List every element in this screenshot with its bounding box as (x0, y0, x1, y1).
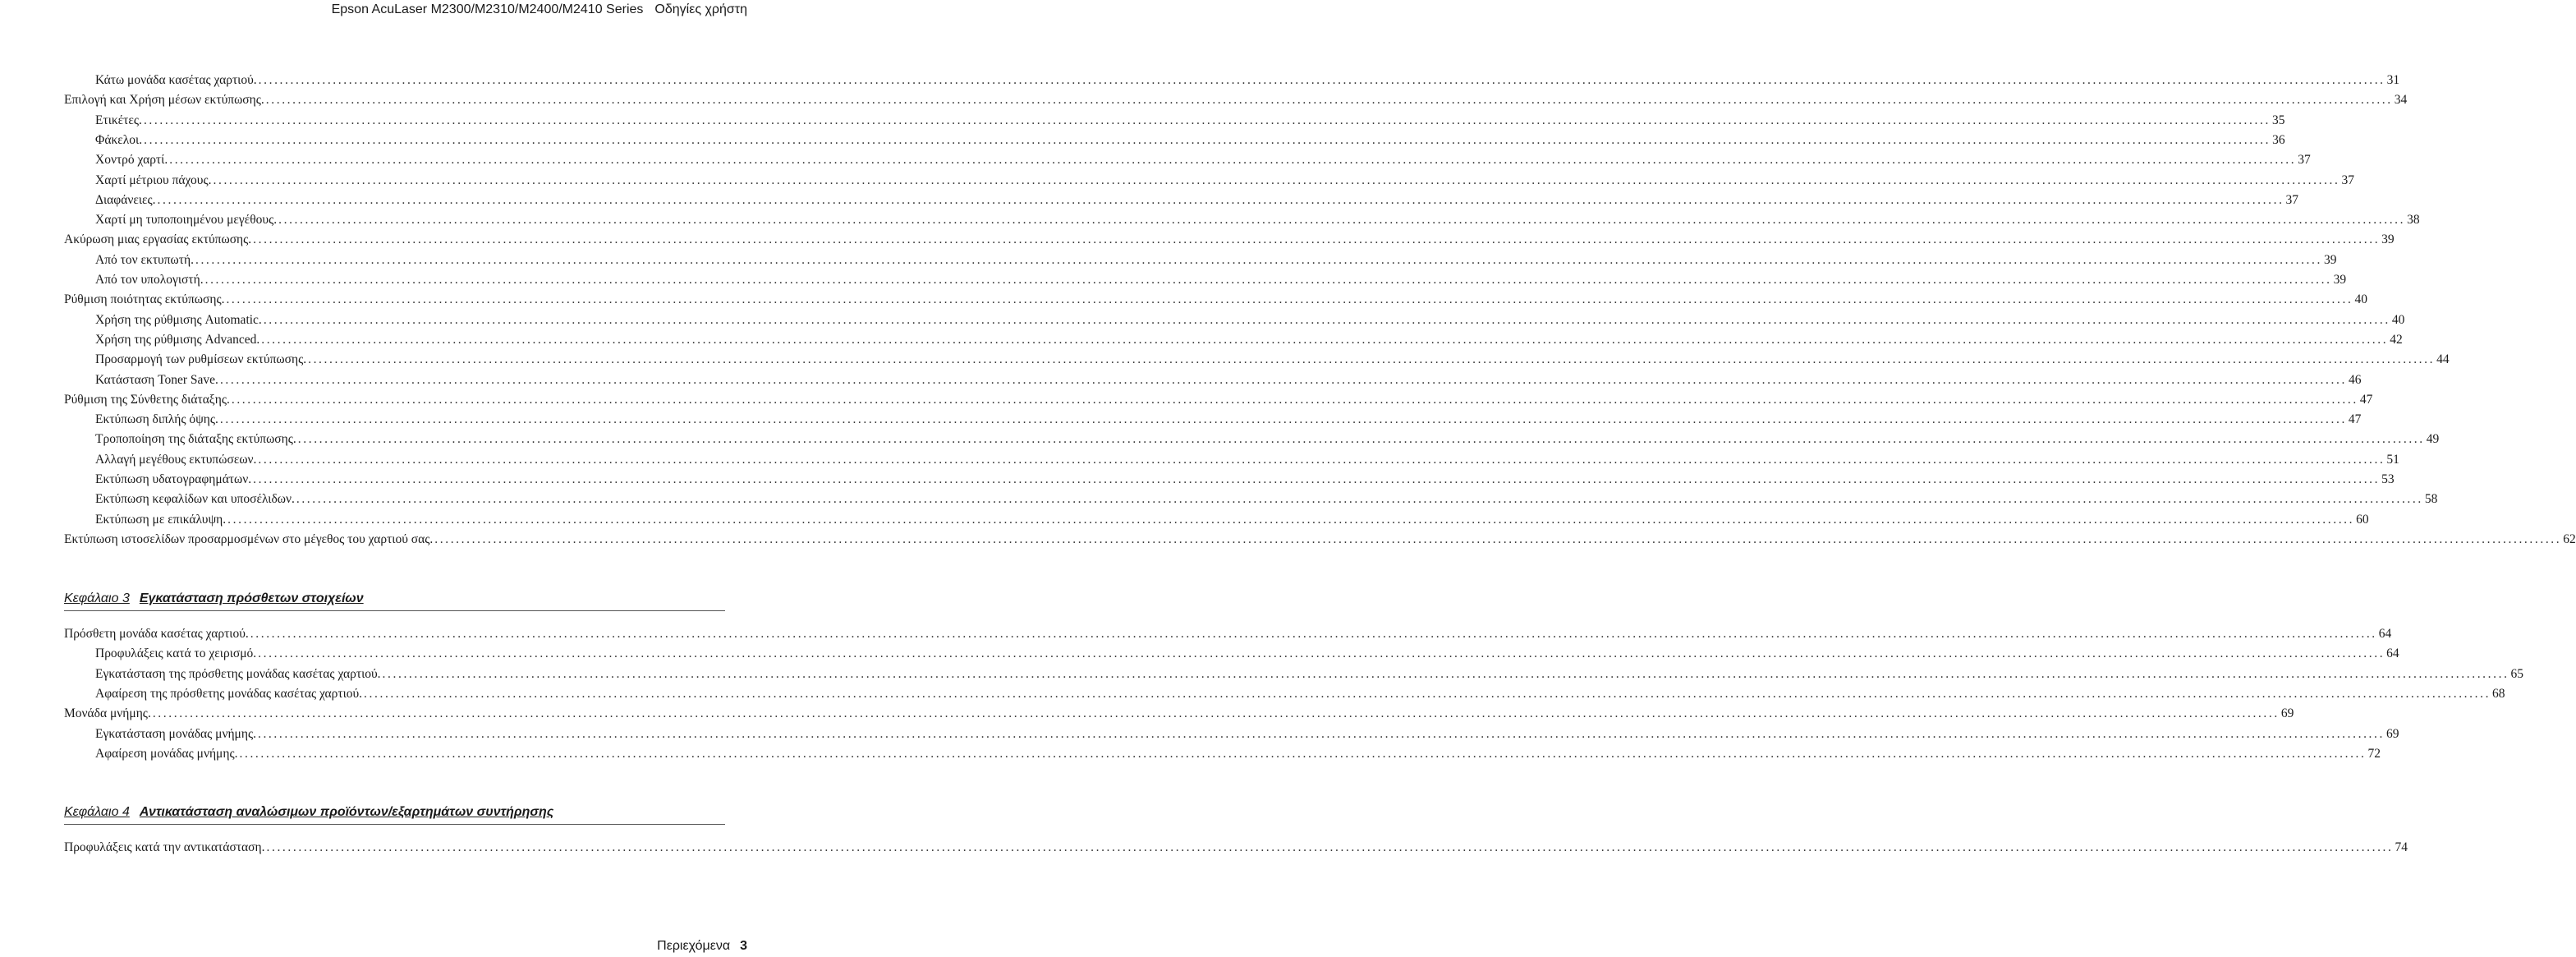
toc-entry[interactable] (64, 111, 2285, 131)
toc-entry-page: 69 (2280, 706, 2294, 721)
toc-entry-title: Εκτύπωση διπλής όψης. (95, 412, 218, 427)
toc-entry-page: 35 (2271, 113, 2285, 127)
toc-entry-page: 39 (2323, 252, 2337, 267)
toc-entry-page: 37 (2298, 153, 2311, 168)
dot-leader: ................................................................................................................................................................................................................................................................................................................................................................................................................ (204, 273, 2332, 287)
toc-entry-title: Από τον υπολογιστή. (95, 273, 204, 287)
toc-entry-title: Προφυλάξεις κατά την αντικατάσταση. (64, 840, 265, 854)
toc-entry[interactable] (64, 251, 2337, 270)
dot-leader: ................................................................................................................................................................................................................................................................................................................................................................................................................ (226, 292, 2353, 307)
product-name: Epson AcuLaser M2300/M2310/M2400/M2410 Series (331, 2, 644, 16)
guide-title: Οδηγίες χρήστη (654, 2, 747, 16)
toc-entry-title: Κάτω μονάδα κασέτας χαρτιού. (95, 73, 257, 87)
toc-entry-page: 44 (2436, 352, 2450, 367)
toc-entry-page: 64 (2386, 646, 2399, 661)
dot-leader: ................................................................................................................................................................................................................................................................................................................................................................................................................ (278, 213, 2406, 228)
footer-label: Περιεχόμενα (657, 939, 731, 953)
toc-entry[interactable] (64, 490, 2438, 509)
toc-entry[interactable] (64, 71, 2400, 90)
toc-entry-title: Αφαίρεση της πρόσθετης μονάδας κασέτας χαρτιού. (95, 686, 363, 701)
toc-entry-title: Χαρτί μέτριου πάχους. (95, 173, 212, 187)
dot-leader: ................................................................................................................................................................................................................................................................................................................................................................................................................ (239, 746, 2367, 761)
toc-entry-title: Εκτύπωση υδατογραφημάτων. (95, 472, 252, 486)
toc-entry-title: Κατάσταση Toner Save. (95, 372, 218, 387)
dot-leader: ................................................................................................................................................................................................................................................................................................................................................................................................................ (265, 93, 2393, 108)
toc-entry-title: Εκτύπωση με επικάλυψη. (95, 512, 227, 527)
toc-entry-title: Χρήση της ρύθμισης Advanced. (95, 332, 260, 347)
dot-leader: ................................................................................................................................................................................................................................................................................................................................................................................................................ (227, 512, 2355, 527)
dot-leader: ................................................................................................................................................................................................................................................................................................................................................................................................................ (258, 452, 2385, 467)
chapter-number: Κεφάλαιο 4 (64, 805, 130, 819)
toc-entry-page: 37 (2285, 192, 2299, 207)
dot-leader: ................................................................................................................................................................................................................................................................................................................................................................................................................ (364, 686, 2491, 701)
dot-leader: ................................................................................................................................................................................................................................................................................................................................................................................................................ (258, 73, 2385, 87)
toc-entry-page: 36 (2272, 132, 2285, 147)
toc-entry[interactable] (64, 470, 2395, 490)
dot-leader: ................................................................................................................................................................................................................................................................................................................................................................................................................ (169, 153, 2297, 168)
chapter-heading (64, 590, 725, 611)
toc-entry-title: Ακύρωση μιας εργασίας εκτύπωσης. (64, 232, 252, 247)
toc-entry-page: 34 (2394, 93, 2408, 108)
toc-entry[interactable] (64, 171, 2354, 191)
chapter-title: Αντικατάσταση αναλώσιμων προϊόντων/εξαρτημάτων συντήρησης (139, 805, 554, 819)
toc-entry-page: 40 (2354, 292, 2367, 307)
dot-leader: ................................................................................................................................................................................................................................................................................................................................................................................................................ (143, 113, 2271, 127)
toc-entry[interactable] (64, 210, 2420, 230)
toc-entry[interactable] (64, 725, 2399, 744)
toc-entry-page: 51 (2386, 452, 2399, 467)
toc-entry[interactable] (64, 330, 2403, 350)
toc-entry-page: 72 (2367, 746, 2381, 761)
toc-entry[interactable] (64, 370, 2362, 390)
toc-entry-page: 39 (2381, 232, 2395, 247)
page-footer (657, 936, 747, 956)
dot-leader: ................................................................................................................................................................................................................................................................................................................................................................................................................ (434, 531, 2562, 546)
dot-leader: ................................................................................................................................................................................................................................................................................................................................................................................................................ (250, 627, 2377, 641)
dot-leader: ................................................................................................................................................................................................................................................................................................................................................................................................................ (231, 392, 2358, 407)
toc-entry-title: Τροποποίηση της διάταξης εκτύπωσης. (95, 432, 296, 447)
toc-entry[interactable] (64, 230, 2395, 250)
toc-entry[interactable] (64, 150, 2311, 170)
dot-leader: ................................................................................................................................................................................................................................................................................................................................................................................................................ (266, 840, 2394, 854)
toc-entry-page: 40 (2391, 312, 2405, 327)
toc-entry[interactable] (64, 838, 2408, 858)
toc-entry-page: 69 (2385, 726, 2399, 741)
dot-leader: ................................................................................................................................................................................................................................................................................................................................................................................................................ (258, 646, 2385, 661)
toc-entry-title: Εγκατάσταση της πρόσθετης μονάδας κασέτας χαρτιού. (95, 666, 381, 681)
toc-entry-title: Φάκελοι. (95, 132, 143, 147)
toc-entry-title: Χοντρό χαρτί. (95, 153, 168, 168)
toc-entry-title: Πρόσθετη μονάδα κασέτας χαρτιού. (64, 627, 249, 641)
toc-entry-title: Μονάδα μνήμης. (64, 706, 151, 721)
toc-entry-title: Επιλογή και Χρήση μέσων εκτύπωσης. (64, 93, 264, 108)
toc-entry-title: Ετικέτες. (95, 113, 142, 127)
toc-entry-page: 46 (2348, 372, 2362, 387)
dot-leader: ................................................................................................................................................................................................................................................................................................................................................................................................................ (144, 132, 2271, 147)
dot-leader: ................................................................................................................................................................................................................................................................................................................................................................................................................ (157, 192, 2284, 207)
dot-leader: ................................................................................................................................................................................................................................................................................................................................................................................................................ (257, 726, 2385, 741)
toc-entry[interactable] (64, 390, 2373, 410)
toc-entry[interactable] (64, 131, 2285, 150)
toc-entry-page: 47 (2348, 412, 2362, 427)
dot-leader: ................................................................................................................................................................................................................................................................................................................................................................................................................ (263, 312, 2390, 327)
toc-entry[interactable] (64, 704, 2294, 724)
chapter-number: Κεφάλαιο 3 (64, 591, 130, 605)
toc-entry-title: Χαρτί μη τυποποιημένου μεγέθους. (95, 213, 278, 228)
toc-entry-title: Εκτύπωση ιστοσελίδων προσαρμοσμένων στο μέγεθος του χαρτιού σας. (64, 531, 434, 546)
toc-entry[interactable] (64, 430, 2440, 449)
toc-entry-page: 58 (2424, 492, 2438, 507)
dot-leader: ................................................................................................................................................................................................................................................................................................................................................................................................................ (296, 492, 2423, 507)
toc-entry-page: 37 (2341, 173, 2354, 187)
toc-entry-page: 49 (2426, 432, 2440, 447)
toc-entry-page: 47 (2359, 392, 2373, 407)
toc-entry[interactable] (64, 644, 2399, 664)
toc-entry-title: Εκτύπωση κεφαλίδων και υποσέλιδων. (95, 492, 295, 507)
toc-entry-title: Από τον εκτυπωτή. (95, 252, 194, 267)
toc-entry-page: 42 (2390, 332, 2403, 347)
toc-entry-title: Προφυλάξεις κατά το χειρισμό. (95, 646, 257, 661)
toc-entry-title: Χρήση της ρύθμισης Automatic. (95, 312, 262, 327)
toc-entry-title: Αφαίρεση μονάδας μνήμης. (95, 746, 238, 761)
toc-entry-title: Ρύθμιση ποιότητας εκτύπωσης. (64, 292, 225, 307)
page-header (332, 0, 747, 20)
chapter-title: Εγκατάσταση πρόσθετων στοιχείων (139, 591, 364, 605)
toc-entry[interactable] (64, 450, 2399, 470)
toc-entry-page: 64 (2378, 627, 2392, 641)
toc-entry[interactable] (64, 410, 2362, 430)
toc-entry-title: Ρύθμιση της Σύνθετης διάταξης. (64, 392, 230, 407)
dot-leader: ................................................................................................................................................................................................................................................................................................................................................................................................................ (253, 472, 2381, 486)
dot-leader: ................................................................................................................................................................................................................................................................................................................................................................................................................ (195, 252, 2322, 267)
chapter-heading (64, 803, 725, 825)
toc-entry[interactable] (64, 684, 2505, 704)
toc-entry-title: Εγκατάσταση μονάδας μνήμης. (95, 726, 256, 741)
toc-entry[interactable] (64, 744, 2381, 764)
toc-entry[interactable] (64, 90, 2408, 110)
toc-entry[interactable] (64, 311, 2405, 330)
dot-leader: ................................................................................................................................................................................................................................................................................................................................................................................................................ (253, 232, 2381, 247)
toc-entry-page: 39 (2333, 273, 2347, 287)
toc-entry[interactable] (64, 624, 2392, 644)
dot-leader: ................................................................................................................................................................................................................................................................................................................................................................................................................ (219, 412, 2347, 427)
dot-leader: ................................................................................................................................................................................................................................................................................................................................................................................................................ (308, 352, 2436, 367)
dot-leader: ................................................................................................................................................................................................................................................................................................................................................................................................................ (382, 666, 2509, 681)
toc-entry[interactable] (64, 510, 2369, 530)
toc-entry-page: 65 (2510, 666, 2524, 681)
toc-entry-title: Αλλαγή μεγέθους εκτυπώσεων. (95, 452, 257, 467)
toc-entry[interactable] (64, 530, 2576, 550)
toc-entry-page: 38 (2407, 213, 2420, 228)
toc-entry-page: 31 (2386, 73, 2400, 87)
dot-leader: ................................................................................................................................................................................................................................................................................................................................................................................................................ (152, 706, 2280, 721)
toc-entry-title: Διαφάνειες. (95, 192, 156, 207)
toc-entry[interactable] (64, 191, 2299, 210)
dot-leader: ................................................................................................................................................................................................................................................................................................................................................................................................................ (297, 432, 2425, 447)
toc-entry-page: 60 (2356, 512, 2369, 527)
dot-leader: ................................................................................................................................................................................................................................................................................................................................................................................................................ (219, 372, 2347, 387)
toc-entry-page: 74 (2395, 840, 2408, 854)
dot-leader: ................................................................................................................................................................................................................................................................................................................................................................................................................ (213, 173, 2340, 187)
toc-entry[interactable] (64, 290, 2367, 310)
toc-entry-page: 68 (2492, 686, 2505, 701)
toc-entry-page: 53 (2381, 472, 2395, 486)
toc-entry[interactable] (64, 665, 2524, 684)
toc-entry[interactable] (64, 270, 2347, 290)
dot-leader: ................................................................................................................................................................................................................................................................................................................................................................................................................ (261, 332, 2389, 347)
page-number: 3 (740, 939, 747, 953)
toc-entry-page: 62 (2563, 531, 2576, 546)
toc-entry[interactable] (64, 350, 2450, 370)
toc-entry-title: Προσαρμογή των ρυθμίσεων εκτύπωσης. (95, 352, 307, 367)
